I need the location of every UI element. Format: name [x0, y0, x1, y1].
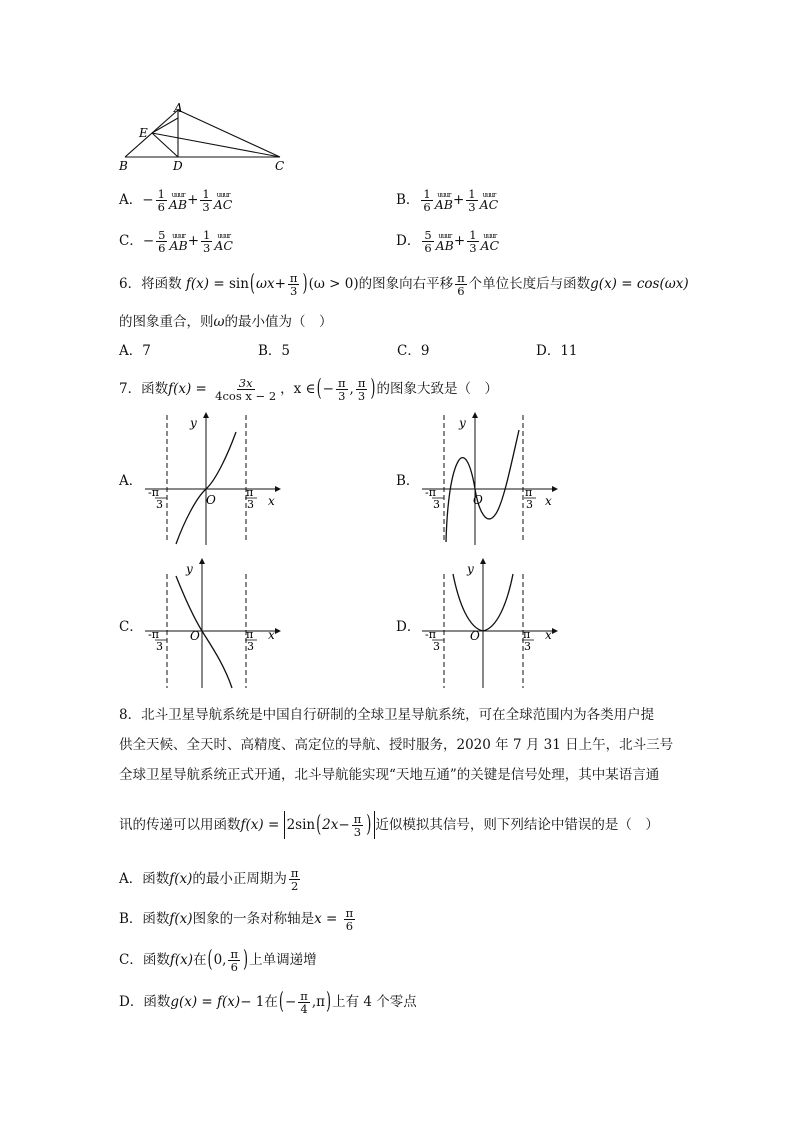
q7-graph-d[interactable]	[417, 556, 562, 696]
q8-line2: 供全天候、全天时、高精度、高定位的导航、授时服务，2020 年 7 月 31 日上午，北斗三号	[119, 737, 674, 753]
triangle-figure	[112, 100, 297, 175]
q7-graph-d-label[interactable]: D．	[396, 619, 421, 635]
q8-option-b[interactable]: B．函数f(x)图象的一条对称轴是x = $\frac{\pi}{6}$	[119, 906, 354, 933]
svg-text:O: O	[190, 629, 200, 643]
q6-option-d[interactable]: D．11	[536, 343, 578, 359]
svg-text:x: x	[545, 494, 552, 508]
svg-text:3: 3	[433, 640, 440, 653]
svg-text:3: 3	[156, 498, 163, 511]
q7-graph-c-label[interactable]: C．	[119, 619, 143, 635]
svg-text:x: x	[268, 628, 275, 642]
svg-text:O: O	[470, 629, 480, 643]
q7-graph-c[interactable]	[140, 556, 285, 696]
svg-text:O: O	[206, 493, 216, 507]
q5-option-b[interactable]: B． $\frac{1}{6}$ uuur AB + $\frac{1}{3}$ uuur AC	[396, 187, 499, 214]
svg-text:3: 3	[156, 640, 163, 653]
point-d-label: D	[173, 159, 183, 173]
svg-text:3: 3	[524, 640, 531, 653]
svg-text:3: 3	[526, 498, 533, 511]
svg-text:-π: -π	[148, 486, 159, 499]
q5-option-a[interactable]: A．− $\frac{1}{6}$ uuur AB + $\frac{1}{3}$ uuur AC	[119, 187, 233, 214]
q6-option-b[interactable]: B．5	[258, 343, 291, 359]
svg-text:-π: -π	[148, 628, 159, 641]
q7-graph-b[interactable]	[417, 410, 562, 550]
q8-option-a[interactable]: A．函数f(x)的最小正周期为 $\frac{\pi}{2}$	[119, 866, 299, 893]
point-a-label: A	[174, 101, 183, 115]
q8-option-c[interactable]: C．函数f(x)在(0, $\frac{\pi}{6}$ )上单调递增	[119, 946, 317, 974]
q7-graph-a[interactable]	[140, 410, 285, 550]
q7-graph-b-label[interactable]: B．	[396, 473, 420, 489]
svg-text:3: 3	[433, 498, 440, 511]
svg-text:y: y	[190, 416, 197, 430]
q8-line3: 全球卫星导航系统正式开通，北斗导航能实现“天地互通”的关键是信号处理，其中某语言通	[119, 767, 660, 783]
q8-line1: 8．北斗卫星导航系统是中国自行研制的全球卫星导航系统，可在全球范围内为各类用户提	[119, 707, 655, 723]
svg-text:x: x	[545, 628, 552, 642]
q6-stem-line1: 6．将函数 f(x) = sin(ωx+ $\frac{\pi}{3}$ )(ω > 0)的图象向右平移 $\frac{\pi}{6}$ 个单位长度后与函数g(x) = cos(ωx)	[119, 270, 689, 298]
svg-text:π: π	[246, 486, 254, 499]
svg-text:3: 3	[247, 498, 254, 511]
point-b-label: B	[119, 159, 128, 173]
q8-option-d[interactable]: D．函数g(x) = f(x)− 1在(− $\frac{\pi}{4}$ ,π)上有 4 个零点	[119, 988, 417, 1016]
q5-option-d[interactable]: D． $\frac{5}{6}$ uuur AB + $\frac{1}{3}$ uuur AC	[396, 228, 500, 255]
point-c-label: C	[275, 159, 285, 173]
svg-text:y: y	[459, 416, 466, 430]
svg-text:-π: -π	[425, 628, 436, 641]
point-e-label: E	[139, 126, 148, 140]
q5-option-c[interactable]: C．− $\frac{5}{6}$ uuur AB + $\frac{1}{3}$ uuur AC	[119, 228, 233, 255]
q6-option-a[interactable]: A．7	[119, 343, 151, 359]
svg-text:π: π	[525, 486, 533, 499]
svg-text:O: O	[473, 493, 483, 507]
svg-text:x: x	[268, 494, 275, 508]
q7-graph-a-label[interactable]: A．	[119, 473, 143, 489]
svg-text:π: π	[523, 628, 531, 641]
q6-stem-line2: 的图象重合，则ω的最小值为（ ）	[119, 314, 333, 330]
svg-text:-π: -π	[425, 486, 436, 499]
q6-option-c[interactable]: C．9	[397, 343, 430, 359]
q8-line4: 讯的传递可以用函数f(x) = 2sin(2x− $\frac{\pi}{3}$ ) 近似模拟其信号，则下列结论中错误的是（ ）	[119, 811, 659, 839]
svg-text:3: 3	[247, 640, 254, 653]
svg-text:π: π	[246, 628, 254, 641]
q7-stem: 7．函数f(x) = $\frac{3x}{\text{4cos x − 2}}$ ，x ∈(− $\frac{\pi}{3}$ , $\frac{\pi}{3}$ )的图象大致是（ ）	[119, 375, 498, 403]
svg-text:y: y	[186, 562, 193, 576]
svg-text:y: y	[467, 562, 474, 576]
